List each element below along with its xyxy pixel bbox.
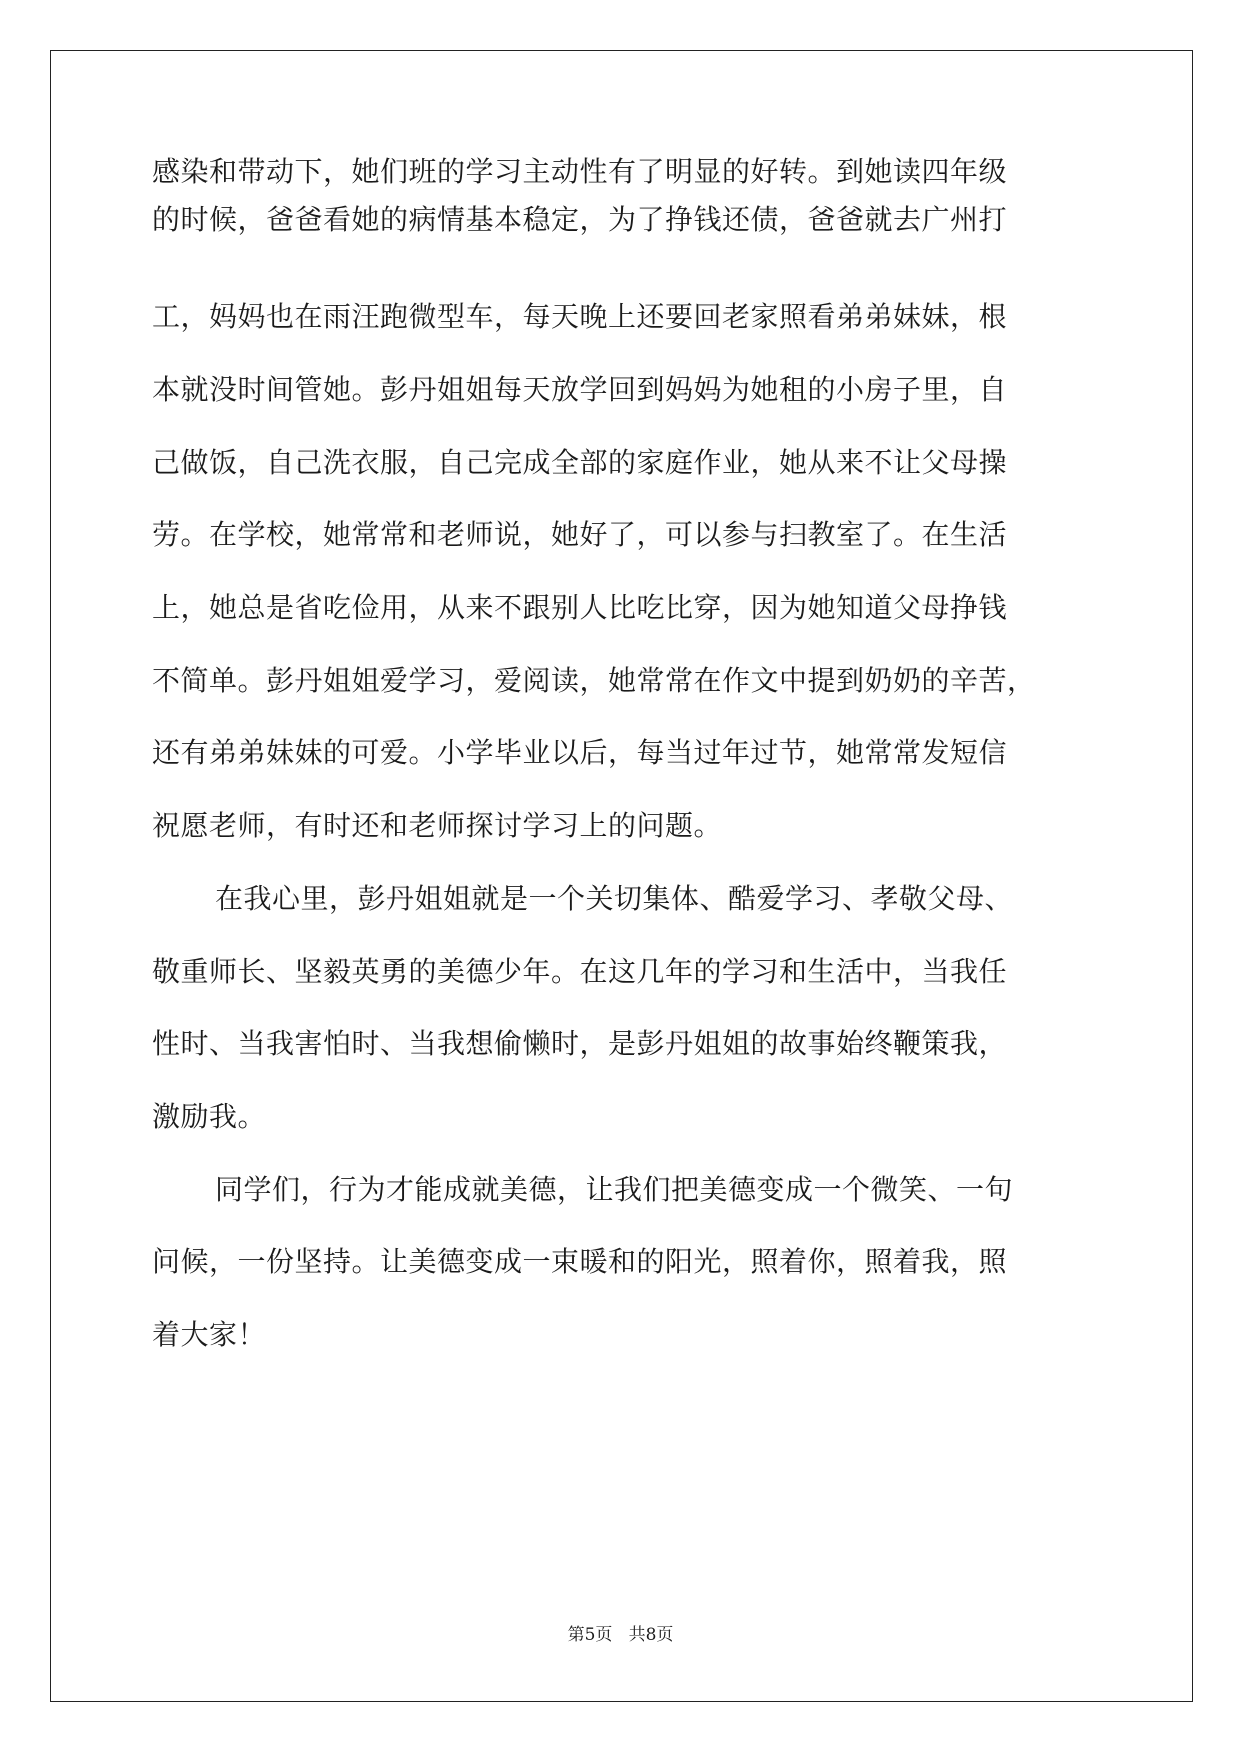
text-line: 敬重师长、坚毅英勇的美德少年。在这几年的学习和生活中，当我任 [152, 955, 1008, 988]
text-line: 着大家！ [152, 1318, 267, 1351]
text-line: 劳。在学校，她常常和老师说，她好了，可以参与扫教室了。在生活 [152, 518, 1008, 551]
paragraph-start-line: 在我心里，彭丹姐姐就是一个关切集体、酷爱学习、孝敬父母、 [215, 882, 1014, 915]
text-line: 感染和带动下，她们班的学习主动性有了明显的好转。到她读四年级 [152, 155, 1008, 188]
text-line: 问候，一份坚持。让美德变成一束暖和的阳光，照着你，照着我，照 [152, 1245, 1008, 1278]
text-line: 的时候，爸爸看她的病情基本稳定，为了挣钱还债，爸爸就去广州打 [152, 203, 1008, 236]
text-line: 上，她总是省吃俭用，从来不跟别人比吃比穿，因为她知道父母挣钱 [152, 591, 1008, 624]
text-line: 激励我。 [152, 1100, 267, 1133]
text-line: 己做饭，自己洗衣服，自己完成全部的家庭作业，她从来不让父母操 [152, 446, 1008, 479]
text-line: 不简单。彭丹姐姐爱学习，爱阅读，她常常在作文中提到奶奶的辛苦， [152, 664, 1036, 697]
text-line: 还有弟弟妹妹的可爱。小学毕业以后，每当过年过节，她常常发短信 [152, 736, 1008, 769]
page-number-footer: 第5页 共8页 [567, 1625, 674, 1645]
text-line: 性时、当我害怕时、当我想偷懒时，是彭丹姐姐的故事始终鞭策我， [152, 1027, 1008, 1060]
text-line: 本就没时间管她。彭丹姐姐每天放学回到妈妈为她租的小房子里，自 [152, 373, 1008, 406]
paragraph-start-line: 同学们，行为才能成就美德，让我们把美德变成一个微笑、一句 [215, 1173, 1014, 1206]
text-line: 工，妈妈也在雨汪跑微型车，每天晚上还要回老家照看弟弟妹妹，根 [152, 300, 1008, 333]
text-line: 祝愿老师，有时还和老师探讨学习上的问题。 [152, 809, 723, 842]
